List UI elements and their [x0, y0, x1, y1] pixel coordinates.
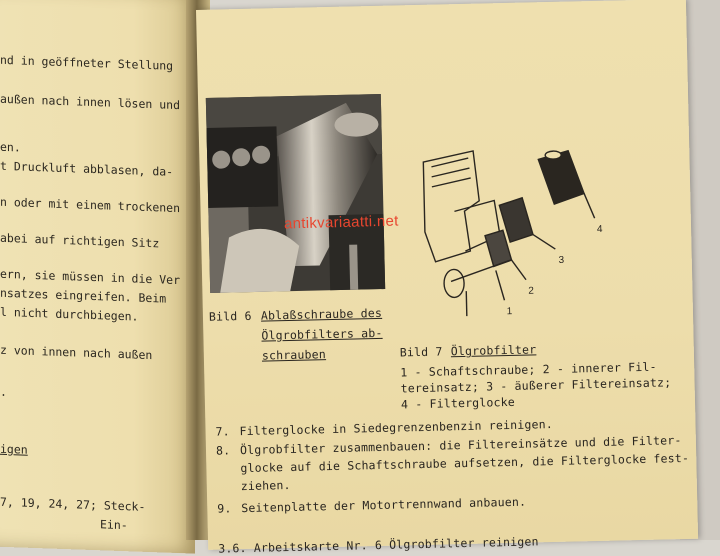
left-text-line: en. — [0, 139, 21, 155]
left-page — [0, 0, 195, 554]
watermark-text: antikvariaatti.net — [283, 212, 399, 233]
figure6-caption-line: Ölgrobfilters ab- — [261, 325, 383, 343]
step-number: 9. — [217, 501, 232, 516]
figure6-caption-prefix: Bild 6 — [208, 308, 252, 324]
left-text-line: t Druckluft abblasen, da- — [0, 158, 174, 179]
step-text: glocke auf die Schaftschraube aufsetzen, die Filterglocke fest- — [240, 450, 690, 476]
left-text-line: abei auf richtigen Sitz — [0, 230, 160, 251]
bottom-section-fragment: 3.6. Arbeitskarte Nr. 6 Ölgrobfilter reinigen — [218, 534, 539, 556]
step-number: 8. — [215, 443, 231, 458]
step-text: Ölgrobfilter zusammenbauen: die Filtereinsätze und die Filter- — [239, 433, 682, 458]
figure7-label: 4 — [596, 224, 603, 236]
left-text-line: 7, 19, 24, 27; Steck- — [0, 494, 146, 514]
left-text-line: Ein- — [100, 517, 128, 533]
left-heading: igen — [0, 441, 28, 457]
left-text-line: . — [0, 384, 7, 400]
left-text-line: n oder mit einem trockenen — [0, 194, 181, 216]
figure7-label: 1 — [506, 306, 513, 318]
figure7-label: 2 — [528, 285, 534, 297]
step-text: Filterglocke in Siedegrenzenbenzin reinigen. — [239, 417, 554, 439]
figure6-caption-line: Ablaßschraube des — [260, 305, 383, 323]
left-text-line: nd in geöffneter Stellung — [0, 52, 174, 73]
step-text: Seitenplatte der Motortrennwand anbauen. — [241, 494, 527, 516]
figure7-caption-title: Ölgrobfilter — [450, 342, 537, 359]
figure7-label: 3 — [558, 254, 565, 267]
left-text-line: l nicht durchbiegen. — [0, 304, 139, 324]
figure7-legend-line: 1 - Schaftschraube; 2 - innerer Fil- — [400, 359, 657, 380]
left-text-line: ern, sie müssen in die Ver — [0, 266, 181, 288]
left-text-line: außen nach innen lösen und — [0, 91, 181, 113]
figure6-caption-line: schrauben — [261, 347, 327, 363]
figure7-legend-line: 4 - Filterglocke — [400, 394, 516, 412]
figure7-drawing — [413, 138, 617, 332]
left-text-line: nsatzes eingreifen. Beim — [0, 285, 167, 306]
figure7-legend-line: tereinsatz; 3 - äußerer Filtereinsatz; — [400, 375, 672, 396]
left-text-line: z von innen nach außen — [0, 342, 153, 363]
step-number: 7. — [215, 424, 230, 439]
figure6-photo — [206, 94, 385, 293]
figure7-caption-prefix: Bild 7 — [399, 344, 443, 360]
step-text: ziehen. — [240, 477, 291, 494]
